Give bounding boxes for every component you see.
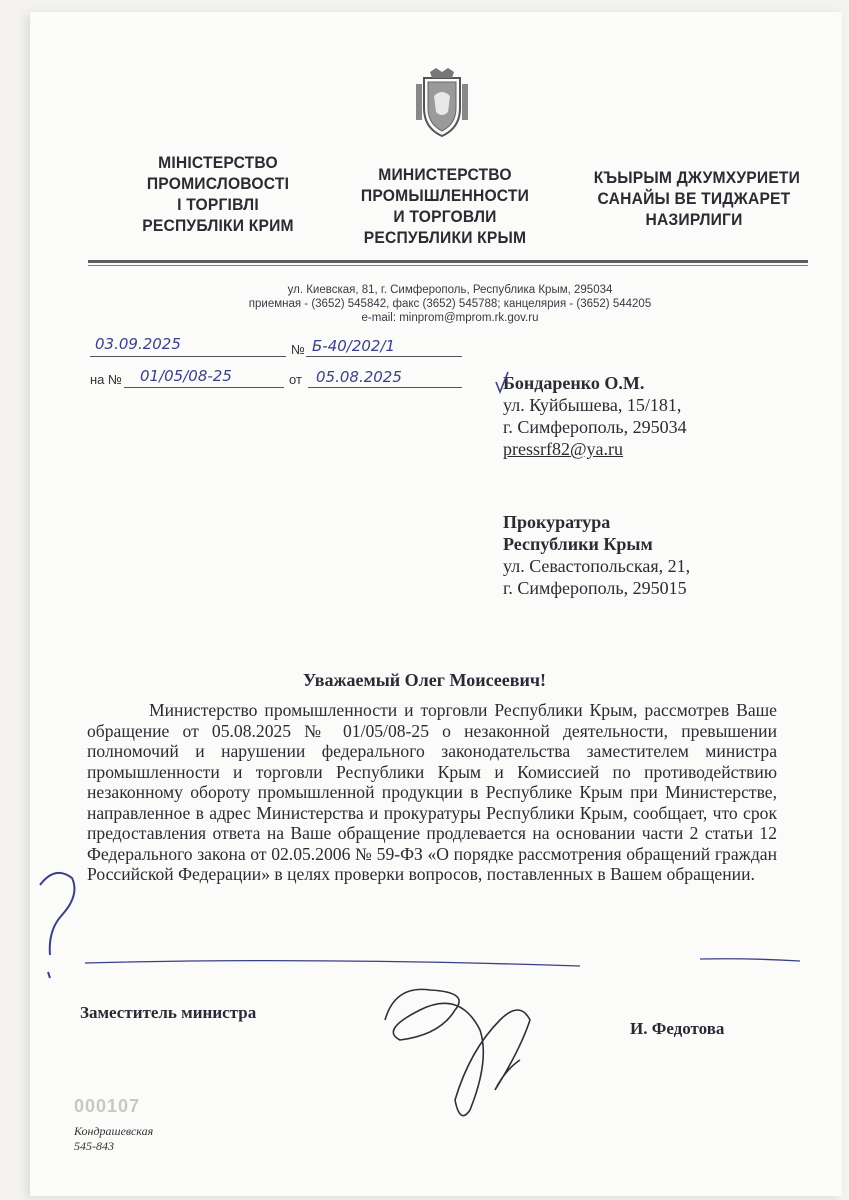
header-ru-line: МИНИСТЕРСТВО xyxy=(378,165,512,184)
body-paragraph: Министерство промышленности и торговли Республики Крым, рассмотрев Ваше обращение от 05.08.2025 № 01/05/08-25 о незаконной деятельности, превышении полномочий и нарушении федерального законодательства заместителем министра промышленности и торговли Республики Крым и Комиссией по противодействию незаконному обороту промышленной продукции в Республике Крым при Министерстве, направленное в адрес Министерства и прокуратуры Республики Крым, сообщает, что срок предоставления ответа на Ваше обращение продлевается на основании части 2 статьи 12 Федерального закона от 02.05.2006 № 59-ФЗ «О порядке рассмотрения обращений граждан Российской Федерации» в целях проверки вопросов, поставленных в Вашем обращении. xyxy=(87,700,777,884)
recipient-2-name: Прокуратура xyxy=(503,512,611,532)
header-ua-line: РЕСПУБЛІКИ КРИМ xyxy=(142,216,294,235)
header-ct-line: САНАЙЫ ВЕ ТИДЖАРЕТ xyxy=(597,189,791,208)
stamp-number: 000107 xyxy=(74,1096,141,1116)
number-label: № xyxy=(291,342,305,357)
question-mark-icon xyxy=(40,873,74,978)
signature-name: И. Федотова xyxy=(630,1019,725,1038)
recipient-1-city: г. Симферополь, 295034 xyxy=(503,417,687,437)
header-ru-line: И ТОРГОВЛИ xyxy=(393,207,497,226)
in-reply-date: 05.08.2025 xyxy=(316,368,402,386)
header-ua-line: І ТОРГІВЛІ xyxy=(177,195,259,214)
executor-name: Кондрашевская xyxy=(74,1124,154,1138)
recipient-1-street: ул. Куйбышева, 15/181, xyxy=(503,395,682,415)
header-ru-line: РЕСПУБЛИКИ КРЫМ xyxy=(363,228,527,247)
greeting: Уважаемый Олег Моисеевич! xyxy=(303,670,546,690)
signature-position: Заместитель министра xyxy=(80,1003,257,1022)
contacts-address: ул. Киевская, 81, г. Симферополь, Республика Крым, 295034 xyxy=(287,284,613,296)
header-ct-line: НАЗИРЛИГИ xyxy=(645,210,743,229)
signature-icon xyxy=(385,989,530,1115)
recipient-1-name: Бондаренко О.М. xyxy=(503,373,645,393)
header-ru-line: ПРОМЫШЛЕННОСТИ xyxy=(360,186,530,205)
recipient-2-city: г. Симферополь, 295015 xyxy=(503,578,687,598)
executor-phone: 545-843 xyxy=(74,1139,114,1153)
recipient-2-street: ул. Севастопольская, 21, xyxy=(503,556,691,576)
header-ua-line: ПРОМИСЛОВОСТІ xyxy=(146,174,290,193)
recipient-2-name-2: Республики Крым xyxy=(503,534,653,554)
check-mark-icon xyxy=(496,372,508,392)
header-ct-line: КЪЫРЫМ ДЖУМХУРИЕТИ xyxy=(593,168,801,187)
recipient-1-email[interactable]: pressrf82@ya.ru xyxy=(503,439,624,459)
in-reply-label: на № xyxy=(90,372,122,387)
contacts-email: e-mail: minprom@mprom.rk.gov.ru xyxy=(361,312,539,324)
from-label: от xyxy=(289,372,302,387)
underline-mark xyxy=(85,959,800,966)
registration-date: 03.09.2025 xyxy=(95,335,181,353)
in-reply-number: 01/05/08-25 xyxy=(140,367,232,385)
registration-number: Б-40/202/1 xyxy=(312,337,396,355)
header-ua-line: МІНІСТЕРСТВО xyxy=(158,153,278,172)
contacts-phones: приемная - (3652) 545842, факс (3652) 545788; канцелярия - (3652) 544205 xyxy=(248,298,652,310)
